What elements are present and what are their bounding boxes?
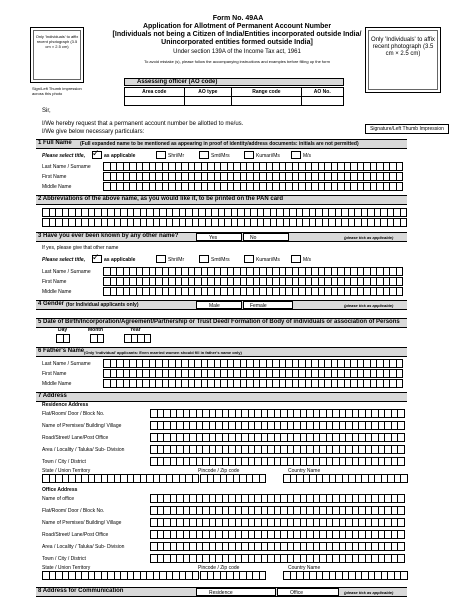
section-3-title: 3 Have you ever been known by any other name?	[38, 233, 179, 239]
section-4-title: 4 Gender	[38, 301, 65, 307]
res-road-field[interactable]	[150, 433, 405, 442]
character-box[interactable]	[397, 379, 404, 388]
form-title: Application for Allotment of Permanent Account Number	[142, 23, 332, 30]
photo-box-right	[365, 27, 441, 93]
character-box[interactable]	[64, 334, 71, 343]
section-2-bar	[36, 195, 407, 205]
character-box[interactable]	[398, 433, 405, 442]
ao-range-code-header: Range code	[232, 88, 301, 97]
character-box[interactable]	[397, 277, 404, 286]
section-4-note: (for Individual applicants only)	[66, 302, 139, 308]
title-ms-label: M/s	[303, 153, 312, 159]
other-title-kumari-checkbox[interactable]	[244, 255, 254, 263]
other-title-shri-label: Shri/Mr	[168, 257, 185, 263]
office-state-label: State / Union Territory	[42, 565, 91, 571]
section-7-title: 7 Address	[38, 393, 67, 399]
office-pincode-label: Pincode / Zip code	[198, 565, 240, 571]
title-smt-checkbox[interactable]	[199, 151, 209, 159]
request-line-1: I/We hereby request that a permanent account number be allotted to me/us.	[42, 121, 244, 127]
character-box[interactable]	[397, 182, 404, 191]
res-flat-label: Flat/Room/ Door / Block No.	[42, 411, 105, 417]
character-box[interactable]	[401, 474, 408, 483]
character-box[interactable]	[401, 208, 408, 217]
gender-male-label: Male	[209, 303, 220, 309]
title-ms-checkbox[interactable]	[291, 151, 301, 159]
character-box[interactable]	[398, 542, 405, 551]
father-first-name-label: First Name	[42, 371, 67, 377]
section-6-title: 6 Father's Name	[38, 348, 85, 354]
ao-code-table	[124, 87, 344, 106]
character-box[interactable]	[260, 474, 267, 483]
office-state-field[interactable]	[42, 571, 199, 580]
other-title-ms-label: M/s	[303, 257, 312, 263]
ao-type-header: AO type	[184, 88, 232, 97]
character-box[interactable]	[398, 506, 405, 515]
res-state-field[interactable]	[42, 474, 199, 483]
dob-month-field[interactable]	[90, 334, 104, 343]
comm-office-label: Office	[290, 590, 303, 596]
first-name-field[interactable]	[103, 172, 403, 181]
other-last-name-label: Last Name / Surname	[42, 269, 91, 275]
father-first-name-field[interactable]	[103, 369, 403, 378]
section-8-title: 8 Address for Communication	[38, 588, 124, 594]
character-box[interactable]	[398, 421, 405, 430]
res-road-label: Road/Street/ Lane/Post Office	[42, 435, 109, 441]
residence-address-heading: Residence Address	[42, 402, 89, 408]
last-name-label: Last Name / Surname	[42, 164, 91, 170]
title-kumari-checkbox[interactable]	[244, 151, 254, 159]
character-box[interactable]	[398, 445, 405, 454]
character-box[interactable]	[401, 218, 408, 227]
pan-card-name-field-1[interactable]	[42, 208, 407, 217]
office-country-label: Country Name	[288, 565, 321, 571]
dob-day-field[interactable]	[56, 334, 70, 343]
res-state-label: State / Union Territory	[42, 468, 91, 474]
character-box[interactable]	[397, 162, 404, 171]
request-line-2: I/We give below necessary particulars:	[42, 129, 145, 135]
father-last-name-label: Last Name / Surname	[42, 361, 91, 367]
section-6-note: (Only 'individual' applicants: Even married women should fill in father's name only)	[84, 350, 242, 355]
character-box[interactable]	[398, 530, 405, 539]
other-name-no-checkbox[interactable]	[243, 233, 289, 241]
ao-area-code-header: Area code	[125, 88, 185, 97]
middle-name-field[interactable]	[103, 182, 403, 191]
office-country-field[interactable]	[283, 571, 408, 580]
office-area-label: Area / Locality / Taluka/ Sub- Division	[42, 544, 125, 550]
character-box[interactable]	[397, 369, 404, 378]
form-number: Form No. 49AA	[212, 15, 264, 22]
form-subtitle-1: [Individuals not being a Citizen of India/Entities incorporated outside India/	[112, 31, 362, 38]
other-title-as-applicable-label: as applicable	[104, 257, 136, 263]
character-box[interactable]	[193, 571, 200, 580]
father-middle-name-label: Middle Name	[42, 381, 72, 387]
gender-female-label: Female	[250, 303, 267, 309]
other-title-select-label: Please select title,	[42, 257, 86, 263]
office-area-field[interactable]	[150, 542, 405, 551]
other-title-ms-checkbox[interactable]	[291, 255, 301, 263]
gender-male-checkbox[interactable]	[196, 301, 242, 309]
other-last-name-field[interactable]	[103, 267, 403, 276]
ao-number-header: AO No.	[301, 88, 343, 97]
character-box[interactable]	[260, 571, 267, 580]
title-select-label: Please select title,	[42, 153, 86, 159]
photo-instruction-left: Only 'Individuals' to affix recent photograph (3.5 cm × 2.5 cm)	[33, 30, 81, 80]
other-title-kumari-label: Kumari/Ms	[256, 257, 280, 263]
title-kumari-label: Kumari/Ms	[256, 153, 280, 159]
section-5-title: 5 Date of Birth/Incorporation/Agreement/Partnership or Trust Deed/ Formation of Body of individuals or association of Persons	[38, 319, 400, 325]
ao-type-field[interactable]	[184, 97, 232, 106]
res-town-label: Town / City / District	[42, 459, 86, 465]
office-address-heading: Office Address	[42, 487, 78, 493]
character-box[interactable]	[397, 267, 404, 276]
title-smt-label: Smt/Mrs	[211, 153, 230, 159]
office-town-label: Town / City / District	[42, 556, 86, 562]
character-box[interactable]	[401, 571, 408, 580]
character-box[interactable]	[398, 457, 405, 466]
office-premises-field[interactable]	[150, 518, 405, 527]
other-name-no-label: No	[250, 235, 257, 241]
dob-day-label: Day	[58, 327, 68, 333]
checkmark-icon: ✓	[92, 148, 100, 158]
office-flat-field[interactable]	[150, 506, 405, 515]
section-8-tick-note: (please tick as applicable)	[344, 590, 394, 595]
other-middle-name-label: Middle Name	[42, 289, 72, 295]
signature-label-right: Signature/Left Thumb Impression	[365, 124, 449, 134]
res-area-label: Area / Locality / Taluka/ Sub- Division	[42, 447, 125, 453]
character-box[interactable]	[398, 518, 405, 527]
character-box[interactable]	[398, 409, 405, 418]
other-title-smt-label: Smt/Mrs	[211, 257, 230, 263]
other-first-name-label: First Name	[42, 279, 67, 285]
office-pincode-field[interactable]	[200, 571, 266, 580]
other-title-shri-checkbox[interactable]	[156, 255, 166, 263]
section-2-title: 2 Abbreviations of the above name, as you would like it, to be printed on the PAN card	[38, 196, 284, 202]
character-box[interactable]	[397, 287, 404, 296]
section-1-note: (Full expanded name to be mentioned as appearing in proof of identity/address documents: initials are not permitted)	[80, 141, 359, 147]
form-section: Under section 139A of the Income Tax act, 1961	[173, 49, 301, 55]
dob-year-label: Year	[130, 327, 141, 333]
photo-instruction-right: Only 'Individuals' to affix recent photograph (3.5 cm × 2.5 cm)	[368, 30, 438, 90]
ao-range-code-field[interactable]	[232, 97, 301, 106]
first-name-label: First Name	[42, 174, 67, 180]
form-subtitle-2: Unincorporated entities formed outside India]	[161, 39, 313, 46]
other-first-name-field[interactable]	[103, 277, 403, 286]
dob-month-label: Month	[88, 327, 103, 333]
ao-title: Assessing officer (AO code)	[124, 78, 344, 86]
character-box[interactable]	[398, 554, 405, 563]
section-1-title: 1 Full Name	[38, 140, 72, 146]
character-box[interactable]	[145, 334, 152, 343]
pan-card-name-field-2[interactable]	[42, 218, 407, 227]
character-box[interactable]	[398, 494, 405, 503]
office-premises-label: Name of Premises/ Building/ Village	[42, 520, 122, 526]
comm-office-checkbox[interactable]	[277, 588, 339, 596]
res-town-field[interactable]	[150, 457, 405, 466]
form-note: To avoid mistake (s), please follow the accompanying instructions and examples before filling up the form	[144, 59, 330, 64]
sign-label-left: Sign/Left Thumb impression across this photo	[32, 86, 82, 96]
ao-area-code-field[interactable]	[125, 97, 185, 106]
character-box[interactable]	[397, 359, 404, 368]
title-shri-label: Shri/Mr	[168, 153, 185, 159]
section-7-bar	[36, 392, 407, 402]
dob-year-field[interactable]	[124, 334, 151, 343]
other-name-prompt: If yes, please give that other name	[42, 245, 119, 251]
last-name-field[interactable]	[103, 162, 403, 171]
res-country-label: Country Name	[288, 468, 321, 474]
comm-residence-checkbox[interactable]	[196, 588, 276, 596]
res-pincode-label: Pincode / Zip code	[198, 468, 240, 474]
salutation: Sir,	[42, 108, 51, 114]
character-box[interactable]	[397, 172, 404, 181]
gender-female-checkbox[interactable]	[243, 301, 293, 309]
photo-box-left	[30, 27, 84, 83]
office-name-field[interactable]	[150, 494, 405, 503]
other-title-smt-checkbox[interactable]	[199, 255, 209, 263]
comm-residence-label: Residence	[209, 590, 233, 596]
ao-number-field[interactable]	[301, 97, 343, 106]
section-6-bar	[36, 347, 407, 357]
res-premises-label: Name of Premises/ Building/ Village	[42, 423, 122, 429]
section-3-tick-note: (please tick as applicable)	[344, 235, 394, 240]
office-town-field[interactable]	[150, 554, 405, 563]
other-name-yes-checkbox[interactable]	[196, 233, 242, 241]
res-pincode-field[interactable]	[200, 474, 266, 483]
title-shri-checkbox[interactable]	[156, 151, 166, 159]
character-box[interactable]	[98, 334, 105, 343]
section-4-tick-note: (please tick as applicable)	[344, 303, 394, 308]
checkmark-icon: ✓	[92, 252, 100, 262]
character-box[interactable]	[193, 474, 200, 483]
middle-name-label: Middle Name	[42, 184, 72, 190]
father-middle-name-field[interactable]	[103, 379, 403, 388]
res-premises-field[interactable]	[150, 421, 405, 430]
other-name-yes-label: Yes	[209, 235, 218, 241]
res-area-field[interactable]	[150, 445, 405, 454]
office-name-label: Name of office	[42, 496, 75, 502]
res-flat-field[interactable]	[150, 409, 405, 418]
father-last-name-field[interactable]	[103, 359, 403, 368]
office-road-field[interactable]	[150, 530, 405, 539]
office-road-label: Road/Street/ Lane/Post Office	[42, 532, 109, 538]
title-as-applicable-label: as applicable	[104, 153, 136, 159]
office-flat-label: Flat/Room/ Door / Block No.	[42, 508, 105, 514]
res-country-field[interactable]	[283, 474, 408, 483]
other-middle-name-field[interactable]	[103, 287, 403, 296]
